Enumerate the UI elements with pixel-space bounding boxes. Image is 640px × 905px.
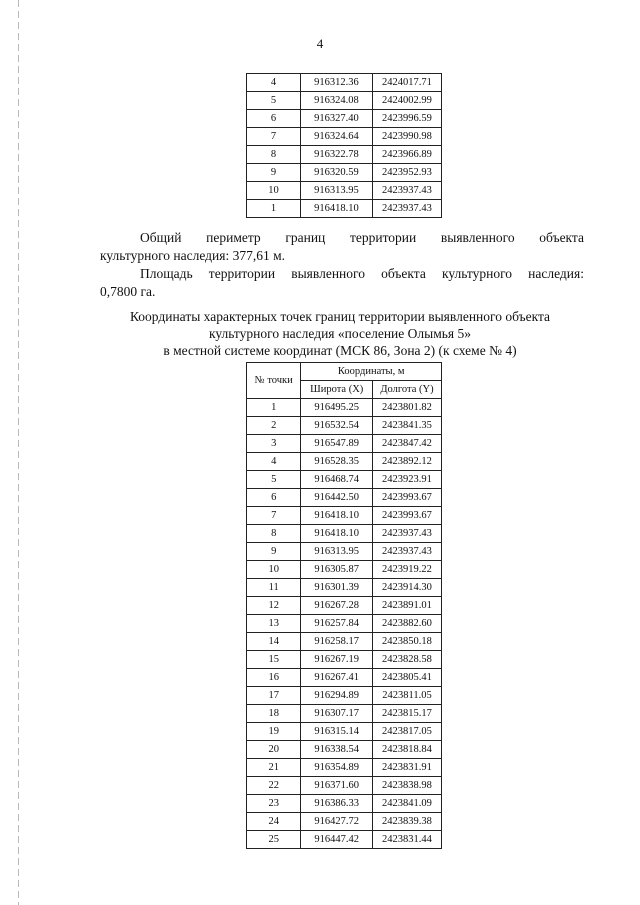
point-number-cell: 4 xyxy=(247,74,301,92)
page-number: 4 xyxy=(316,36,324,51)
point-number-cell: 14 xyxy=(247,633,301,651)
point-number-cell: 8 xyxy=(247,525,301,543)
latitude-cell: 916324.64 xyxy=(301,128,373,146)
point-number-cell: 2 xyxy=(247,417,301,435)
latitude-cell: 916418.10 xyxy=(301,507,373,525)
point-number-cell: 18 xyxy=(247,705,301,723)
latitude-cell: 916447.42 xyxy=(301,831,373,849)
table-row xyxy=(247,705,442,723)
longitude-cell: 2423990.98 xyxy=(372,128,441,146)
table-row xyxy=(247,110,442,128)
latitude-cell: 916312.36 xyxy=(301,74,373,92)
longitude-cell: 2423937.43 xyxy=(372,543,441,561)
table-row xyxy=(247,687,442,705)
latitude-cell: 916354.89 xyxy=(301,759,373,777)
point-number-cell: 25 xyxy=(247,831,301,849)
table-row xyxy=(247,543,442,561)
binding-edge-line xyxy=(18,0,19,905)
latitude-cell: 916267.28 xyxy=(301,597,373,615)
longitude-cell: 2423923.91 xyxy=(372,471,441,489)
table-row xyxy=(247,741,442,759)
longitude-cell: 2423805.41 xyxy=(372,669,441,687)
coordinates-table-continued xyxy=(246,73,442,218)
point-number-cell: 11 xyxy=(247,579,301,597)
header-coordinates: Координаты, м xyxy=(301,363,442,381)
table-row xyxy=(247,507,442,525)
header-point-number: № точки xyxy=(247,363,301,399)
latitude-cell: 916307.17 xyxy=(301,705,373,723)
table-row xyxy=(247,182,442,200)
longitude-cell: 2423919.22 xyxy=(372,561,441,579)
table-row xyxy=(247,759,442,777)
longitude-cell: 2423892.12 xyxy=(372,453,441,471)
point-number-cell: 12 xyxy=(247,597,301,615)
point-number-cell: 24 xyxy=(247,813,301,831)
longitude-cell: 2423831.91 xyxy=(372,759,441,777)
point-number-cell: 13 xyxy=(247,615,301,633)
longitude-cell: 2423817.05 xyxy=(372,723,441,741)
coordinates-heading-line-2: культурного наследия «поселение Олымья 5» xyxy=(209,326,471,341)
point-number-cell: 10 xyxy=(247,561,301,579)
point-number-cell: 20 xyxy=(247,741,301,759)
latitude-cell: 916418.10 xyxy=(301,525,373,543)
table-row xyxy=(247,723,442,741)
latitude-cell: 916315.14 xyxy=(301,723,373,741)
table-row xyxy=(247,417,442,435)
latitude-cell: 916320.59 xyxy=(301,164,373,182)
coordinates-heading-line-1: Координаты характерных точек границ территории выявленного объекта xyxy=(129,309,551,324)
area-line-1: Площадь территории выявленного объекта культурного наследия: xyxy=(140,266,584,281)
coordinates-heading-line-3: в местной системе координат (МСК 86, Зона 2) (к схеме № 4) xyxy=(163,343,517,358)
point-number-cell: 4 xyxy=(247,453,301,471)
point-number-cell: 17 xyxy=(247,687,301,705)
table-row xyxy=(247,813,442,831)
latitude-cell: 916427.72 xyxy=(301,813,373,831)
table-row xyxy=(247,651,442,669)
point-number-cell: 21 xyxy=(247,759,301,777)
point-number-cell: 5 xyxy=(247,471,301,489)
latitude-cell: 916267.19 xyxy=(301,651,373,669)
longitude-cell: 2424002.99 xyxy=(372,92,441,110)
point-number-cell: 8 xyxy=(247,146,301,164)
table-row xyxy=(247,777,442,795)
table-row xyxy=(247,597,442,615)
longitude-cell: 2423937.43 xyxy=(372,200,441,218)
longitude-cell: 2423996.59 xyxy=(372,110,441,128)
table-row xyxy=(247,669,442,687)
point-number-cell: 15 xyxy=(247,651,301,669)
table-row xyxy=(247,615,442,633)
latitude-cell: 916418.10 xyxy=(301,200,373,218)
table-row xyxy=(247,831,442,849)
table-row xyxy=(247,525,442,543)
longitude-cell: 2423831.44 xyxy=(372,831,441,849)
latitude-cell: 916313.95 xyxy=(301,182,373,200)
longitude-cell: 2423828.58 xyxy=(372,651,441,669)
area-line-2: 0,7800 га. xyxy=(100,284,156,299)
point-number-cell: 7 xyxy=(247,128,301,146)
latitude-cell: 916495.25 xyxy=(301,399,373,417)
longitude-cell: 2423839.38 xyxy=(372,813,441,831)
point-number-cell: 19 xyxy=(247,723,301,741)
point-number-cell: 1 xyxy=(247,200,301,218)
point-number-cell: 7 xyxy=(247,507,301,525)
longitude-cell: 2423818.84 xyxy=(372,741,441,759)
perimeter-line-1: Общий периметр границ территории выявленного объекта xyxy=(140,230,584,245)
latitude-cell: 916442.50 xyxy=(301,489,373,507)
latitude-cell: 916324.08 xyxy=(301,92,373,110)
latitude-cell: 916468.74 xyxy=(301,471,373,489)
longitude-cell: 2423841.09 xyxy=(372,795,441,813)
table-row xyxy=(247,579,442,597)
table-row xyxy=(247,200,442,218)
latitude-cell: 916313.95 xyxy=(301,543,373,561)
longitude-cell: 2423850.18 xyxy=(372,633,441,651)
point-number-cell: 3 xyxy=(247,435,301,453)
latitude-cell: 916532.54 xyxy=(301,417,373,435)
point-number-cell: 9 xyxy=(247,543,301,561)
table-row xyxy=(247,399,442,417)
table-row xyxy=(247,146,442,164)
point-number-cell: 22 xyxy=(247,777,301,795)
header-latitude: Широта (X) xyxy=(301,381,373,399)
table-row xyxy=(247,435,442,453)
longitude-cell: 2423841.35 xyxy=(372,417,441,435)
longitude-cell: 2424017.71 xyxy=(372,74,441,92)
coordinates-table xyxy=(246,362,442,849)
table-row xyxy=(247,453,442,471)
latitude-cell: 916257.84 xyxy=(301,615,373,633)
coordinates-table-continued-body xyxy=(247,74,442,218)
longitude-cell: 2423937.43 xyxy=(372,525,441,543)
table-row xyxy=(247,74,442,92)
latitude-cell: 916305.87 xyxy=(301,561,373,579)
table-row xyxy=(247,633,442,651)
point-number-cell: 6 xyxy=(247,110,301,128)
perimeter-line-2: культурного наследия: 377,61 м. xyxy=(100,248,286,263)
table-row xyxy=(247,561,442,579)
longitude-cell: 2423882.60 xyxy=(372,615,441,633)
longitude-cell: 2423838.98 xyxy=(372,777,441,795)
table-row xyxy=(247,489,442,507)
latitude-cell: 916258.17 xyxy=(301,633,373,651)
latitude-cell: 916267.41 xyxy=(301,669,373,687)
coordinates-table-body xyxy=(247,399,442,849)
table-row xyxy=(247,128,442,146)
latitude-cell: 916338.54 xyxy=(301,741,373,759)
longitude-cell: 2423993.67 xyxy=(372,489,441,507)
latitude-cell: 916301.39 xyxy=(301,579,373,597)
point-number-cell: 23 xyxy=(247,795,301,813)
point-number-cell: 9 xyxy=(247,164,301,182)
table-row xyxy=(247,92,442,110)
longitude-cell: 2423937.43 xyxy=(372,182,441,200)
point-number-cell: 10 xyxy=(247,182,301,200)
longitude-cell: 2423815.17 xyxy=(372,705,441,723)
point-number-cell: 5 xyxy=(247,92,301,110)
point-number-cell: 16 xyxy=(247,669,301,687)
header-longitude: Долгота (Y) xyxy=(372,381,441,399)
table-row xyxy=(247,471,442,489)
longitude-cell: 2423966.89 xyxy=(372,146,441,164)
longitude-cell: 2423847.42 xyxy=(372,435,441,453)
latitude-cell: 916327.40 xyxy=(301,110,373,128)
longitude-cell: 2423891.01 xyxy=(372,597,441,615)
latitude-cell: 916547.89 xyxy=(301,435,373,453)
table-header-row xyxy=(247,363,442,381)
latitude-cell: 916322.78 xyxy=(301,146,373,164)
latitude-cell: 916294.89 xyxy=(301,687,373,705)
latitude-cell: 916386.33 xyxy=(301,795,373,813)
longitude-cell: 2423914.30 xyxy=(372,579,441,597)
longitude-cell: 2423952.93 xyxy=(372,164,441,182)
table-row xyxy=(247,164,442,182)
longitude-cell: 2423801.82 xyxy=(372,399,441,417)
longitude-cell: 2423993.67 xyxy=(372,507,441,525)
point-number-cell: 1 xyxy=(247,399,301,417)
longitude-cell: 2423811.05 xyxy=(372,687,441,705)
point-number-cell: 6 xyxy=(247,489,301,507)
table-row xyxy=(247,795,442,813)
latitude-cell: 916528.35 xyxy=(301,453,373,471)
latitude-cell: 916371.60 xyxy=(301,777,373,795)
